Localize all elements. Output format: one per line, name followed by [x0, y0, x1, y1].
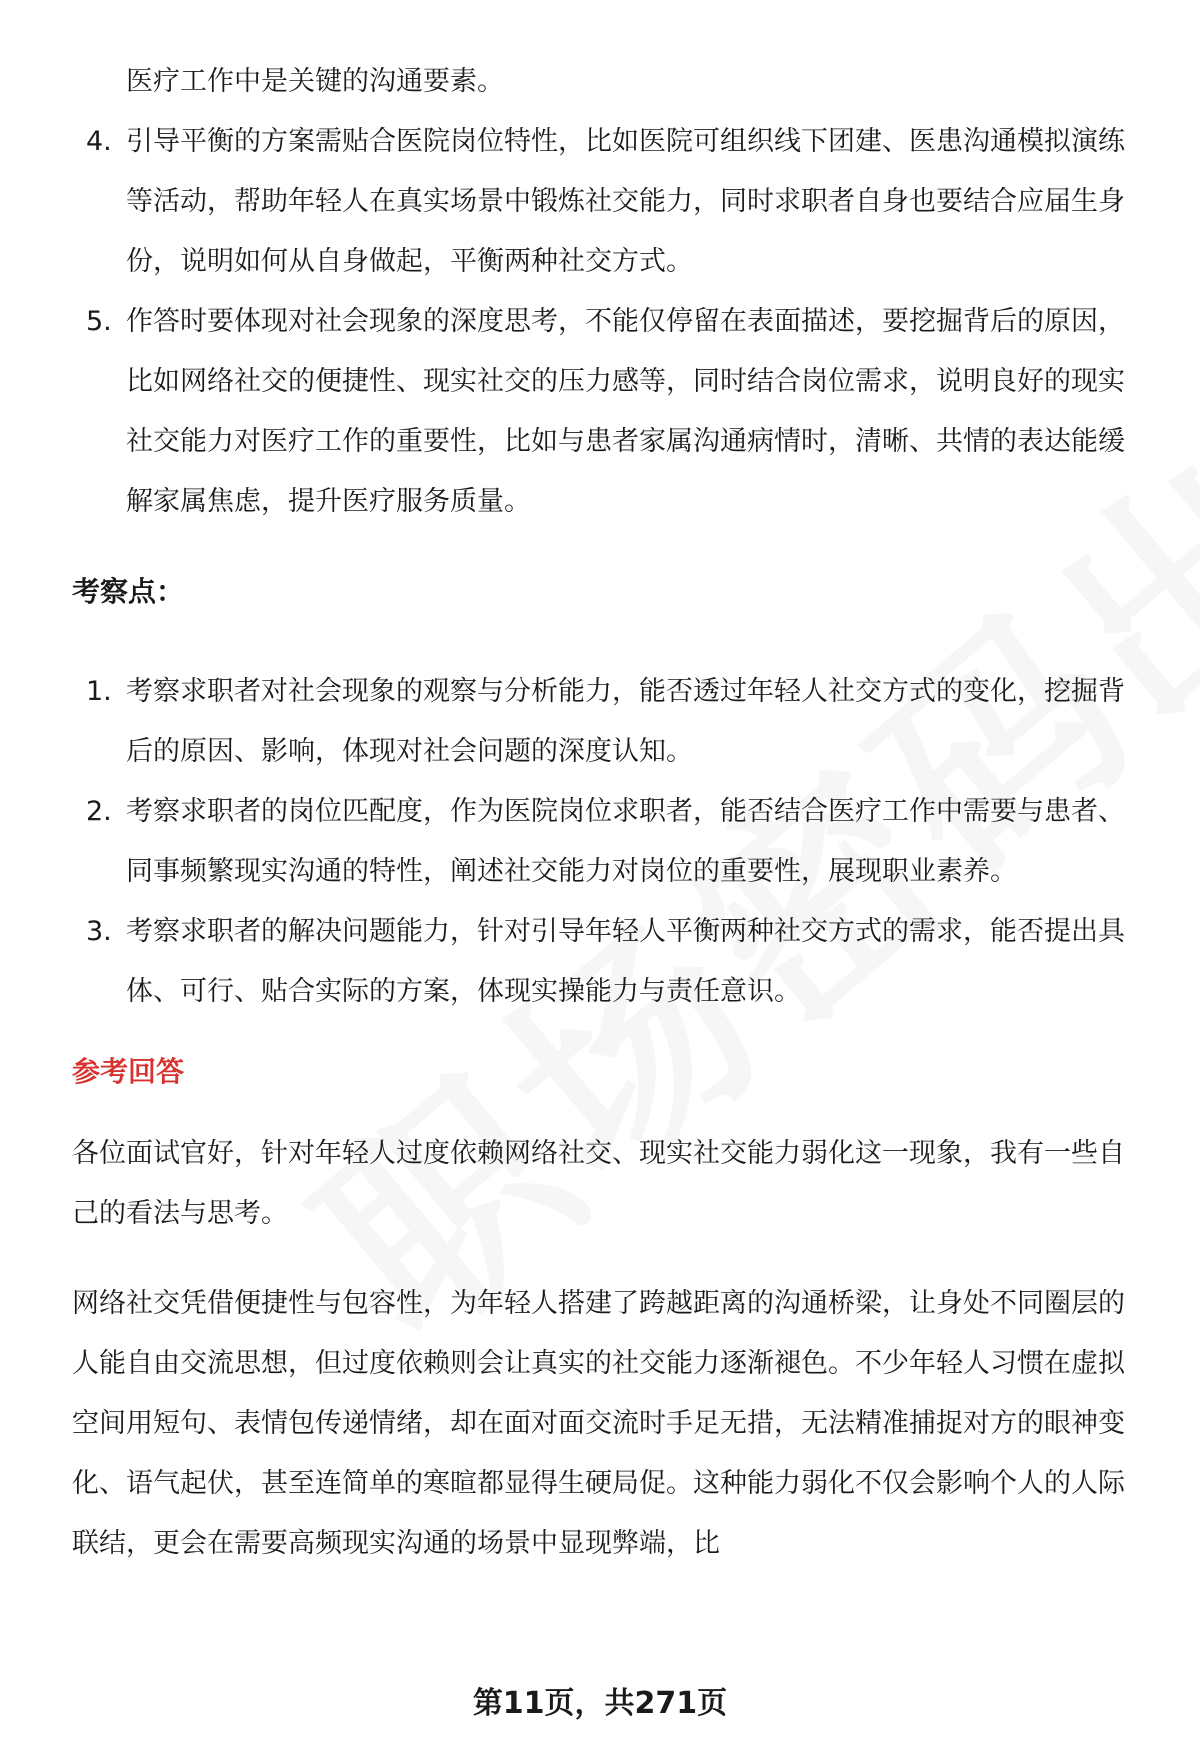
list-item: [72, 782, 1142, 902]
list-text: 作答时要体现对社会现象的深度思考，不能仅停留在表面描述，要挖掘背后的原因，比如网络社交的便捷性、现实社交的压力感等，同时结合岗位需求，说明良好的现实社交能力对医疗工作的重要性，比如与患者家属沟通病情时，清晰、共情的表达能缓解家属焦虑，提升医疗服务质量。: [126, 306, 1125, 517]
list-number: 4.: [86, 126, 112, 157]
list-item: [72, 662, 1142, 782]
answer-paragraph: 网络社交凭借便捷性与包容性，为年轻人搭建了跨越距离的沟通桥梁，让身处不同圈层的人能自由交流思想，但过度依赖则会让真实的社交能力逐渐褪色。不少年轻人习惯在虚拟空间用短句、表情包传递情绪，却在面对面交流时手足无措，无法精准捕捉对方的眼神变化、语气起伏，甚至连简单的寒暄都显得生硬局促。这种能力弱化不仅会影响个人的人际联结，更会在需要高频现实沟通的场景中显现弊端，比: [72, 1288, 1125, 1559]
list-text: 考察求职者的解决问题能力，针对引导年轻人平衡两种社交方式的需求，能否提出具体、可行、贴合实际的方案，体现实操能力与责任意识。: [126, 916, 1125, 1007]
list-number: 5.: [86, 306, 112, 337]
section-heading-kaochadian: 考察点：: [72, 575, 185, 608]
list-text: 考察求职者对社会现象的观察与分析能力，能否透过年轻人社交方式的变化，挖掘背后的原因、影响，体现对社会问题的深度认知。: [126, 676, 1125, 767]
list-number: 2.: [86, 796, 112, 827]
list-number: 1.: [86, 676, 112, 707]
page-number-footer: 第11页，共271页: [472, 1686, 728, 1721]
list-text: 考察求职者的岗位匹配度，作为医院岗位求职者，能否结合医疗工作中需要与患者、同事频繁现实沟通的特性，阐述社交能力对岗位的重要性，展现职业素养。: [126, 796, 1125, 887]
list-text: 引导平衡的方案需贴合医院岗位特性，比如医院可组织线下团建、医患沟通模拟演练等活动，帮助年轻人在真实场景中锻炼社交能力，同时求职者自身也要结合应届生身份，说明如何从自身做起，平衡两种社交方式。: [126, 126, 1125, 277]
section-heading-answer: 参考回答: [72, 1055, 185, 1088]
answer-paragraph: 各位面试官好，针对年轻人过度依赖网络社交、现实社交能力弱化这一现象，我有一些自己的看法与思考。: [72, 1138, 1125, 1229]
tips-list: [72, 112, 1142, 532]
list-item: [72, 112, 1142, 292]
list-number: 3.: [86, 916, 112, 947]
document-page: [72, 52, 1142, 1574]
list-item: [72, 902, 1142, 1022]
list-item: [72, 292, 1142, 532]
kaochadian-list: [72, 662, 1142, 1022]
continuation-text: 医疗工作中是关键的沟通要素。: [126, 66, 504, 97]
